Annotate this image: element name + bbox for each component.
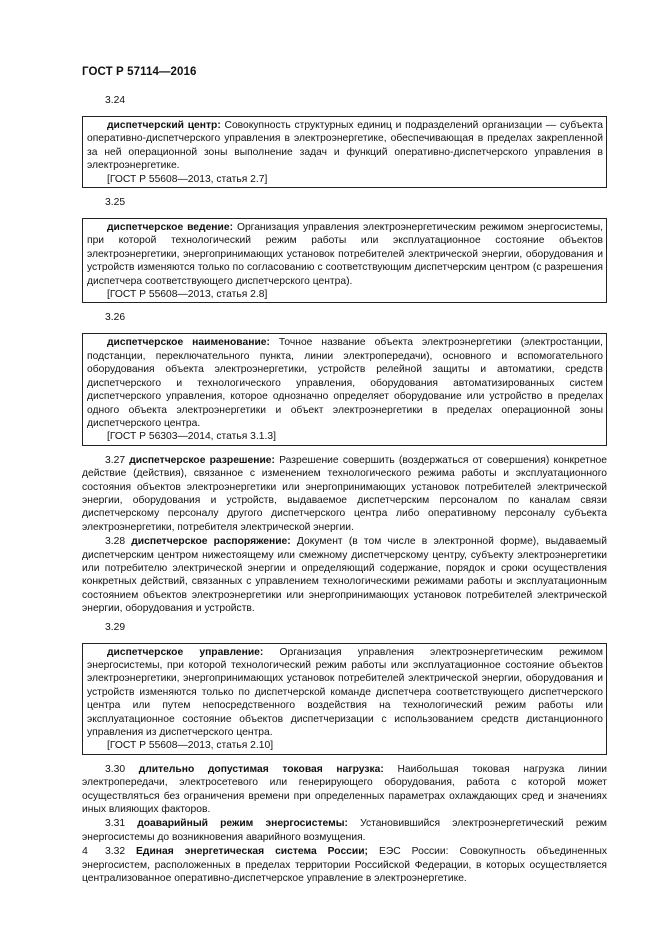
term-number: 3.30 <box>105 763 126 775</box>
term-text: Организация управления электроэнергетическим режимом энергосистемы, при которой технологический режим работы или эксплуатационное состояние объектов электроэнергетики, энергопринимающих установок потребителей электрической энергии, оборудования и устройств изменяются только по согласованию с соответствующим диспетчерским центром (с разрешения диспетчера соответствующего диспетчерского центра). <box>87 222 603 287</box>
term-paragraph <box>82 763 607 817</box>
term-source: [ГОСТ Р 56303—2014, статья 3.1.3] <box>107 431 276 443</box>
term-definition <box>87 646 603 740</box>
term-number: 3.24 <box>105 95 126 106</box>
term-name: Единая энергетическая система России; <box>136 846 368 858</box>
term-name: диспетчерское наименование: <box>107 337 270 349</box>
term-box <box>82 643 607 755</box>
term-text: Совокупность структурных единиц и подразделений организации — субъекта оперативно-диспетчерского управления в электроэнергетике, обеспечивающая в пределах закрепленной за ней операционной зоны выполнение задач и функций оперативно-диспетчерского управления в электроэнергетике. <box>87 120 603 172</box>
term-box <box>82 218 607 303</box>
term-definition <box>87 119 603 173</box>
term-paragraph <box>82 817 607 844</box>
term-source: [ГОСТ Р 55608—2013, статья 2.7] <box>107 173 268 185</box>
term-text: Разрешение совершить (воздержаться от совершения) конкретное действие (действия), связанное с изменением технологического режима работы и эксплуатационного состояния объектов электроэнергетики или энергопринимающих установок потребителей электрической энергии, оборудования и устройств, выдаваемое диспетчерским персоналом по каналам связи диспетчерскому персоналу другого диспетчерского центра либо оперативному персоналу субъекта электроэнергетики, потребителя электрической энергии. <box>82 454 607 533</box>
term-name: диспетчерское управление: <box>107 646 264 658</box>
term-definition <box>87 221 603 288</box>
term-box <box>82 116 607 188</box>
term-name: диспетчерское разрешение: <box>129 454 275 466</box>
term-number: 3.31 <box>105 818 126 830</box>
term-definition <box>87 336 603 430</box>
term-box <box>82 333 607 445</box>
term-paragraph <box>82 845 607 885</box>
term-text: Точное название объекта электроэнергетики (электростанции, подстанции, переключательного пункта, линии электропередачи), основного и вспомогательного оборудования объекта электроэнергетики, устройств релейной защиты и автоматики, средств диспетчерского и технологического управления, оборудования автоматизированных систем диспетчерского управления, которое однозначно определяет оборудование или устройство в пределах одного объекта электроэнергетики и объект электроэнергетики в пределах операционной зоны диспетчерского центра. <box>87 337 603 429</box>
term-number: 3.32 <box>105 846 126 858</box>
term-text: Документ (в том числе в электронной форме), выдаваемый диспетчерским центром нижестоящему или смежному диспетчерскому центру, субъекту электроэнергетики или потребителю электрической энергии и определяющий содержание, порядок и сроки осуществления конкретных действий, связанных с управлением технологическими режимами работы и эксплуатационным состоянием объектов электроэнергетики или энергопринимающих установок потребителей электрической энергии, оборудования и устройств. <box>82 536 607 615</box>
term-number: 3.26 <box>105 312 126 324</box>
term-text: Организация управления электроэнергетическим режимом энергосистемы, при которой технологический режим работы или эксплуатационное состояние объектов электроэнергетики, энергопринимающих установок потребителей электрической энергии, оборудования и устройств изменяются только по диспетчерской команде диспетчера соответствующего диспетчерского центра или путем непосредственного воздействия на технологический режим работы или эксплуатационное состояние объектов диспетчеризации с использованием средств дистанционного управления из диспетчерского центра. <box>87 646 603 739</box>
term-number: 3.25 <box>105 197 126 209</box>
term-name: диспетчерское ведение: <box>107 222 234 234</box>
term-name: диспетчерский центр: <box>107 120 221 131</box>
term-name: доаварийный режим энергосистемы: <box>137 818 348 830</box>
term-name: диспетчерское распоряжение: <box>131 536 291 548</box>
term-number: 3.29 <box>105 621 126 633</box>
term-source: [ГОСТ Р 55608—2013, статья 2.8] <box>107 289 268 301</box>
page-number: 4 <box>82 845 88 857</box>
document-header: ГОСТ Р 57114—2016 <box>82 66 197 78</box>
term-text: ЕЭС России: Совокупность объединенных энергосистем, расположенных в пределах территории Российской Федерации, в которых осуществляется централизованное оперативно-диспетчерское управление в электроэнергетике. <box>82 846 607 885</box>
term-number: 3.28 <box>105 536 126 548</box>
term-name: длительно допустимая токовая нагрузка: <box>138 763 384 775</box>
term-source: [ГОСТ Р 55608—2013, статья 2.10] <box>107 740 274 752</box>
term-paragraph <box>82 535 607 615</box>
term-number: 3.27 <box>105 454 126 466</box>
term-paragraph <box>82 454 607 534</box>
term-text: Наибольшая токовая нагрузка линии электропередачи, электросетевого или генерирующего оборудования, работа с которой может осуществляться без ограничения времени при определенных параметрах охлаждающих сред и значениях иных влияющих факторов. <box>82 763 607 816</box>
term-text: Установившийся электроэнергетический режим энергосистемы до возникновения аварийного возмущения. <box>82 818 607 843</box>
page-content <box>82 94 607 887</box>
